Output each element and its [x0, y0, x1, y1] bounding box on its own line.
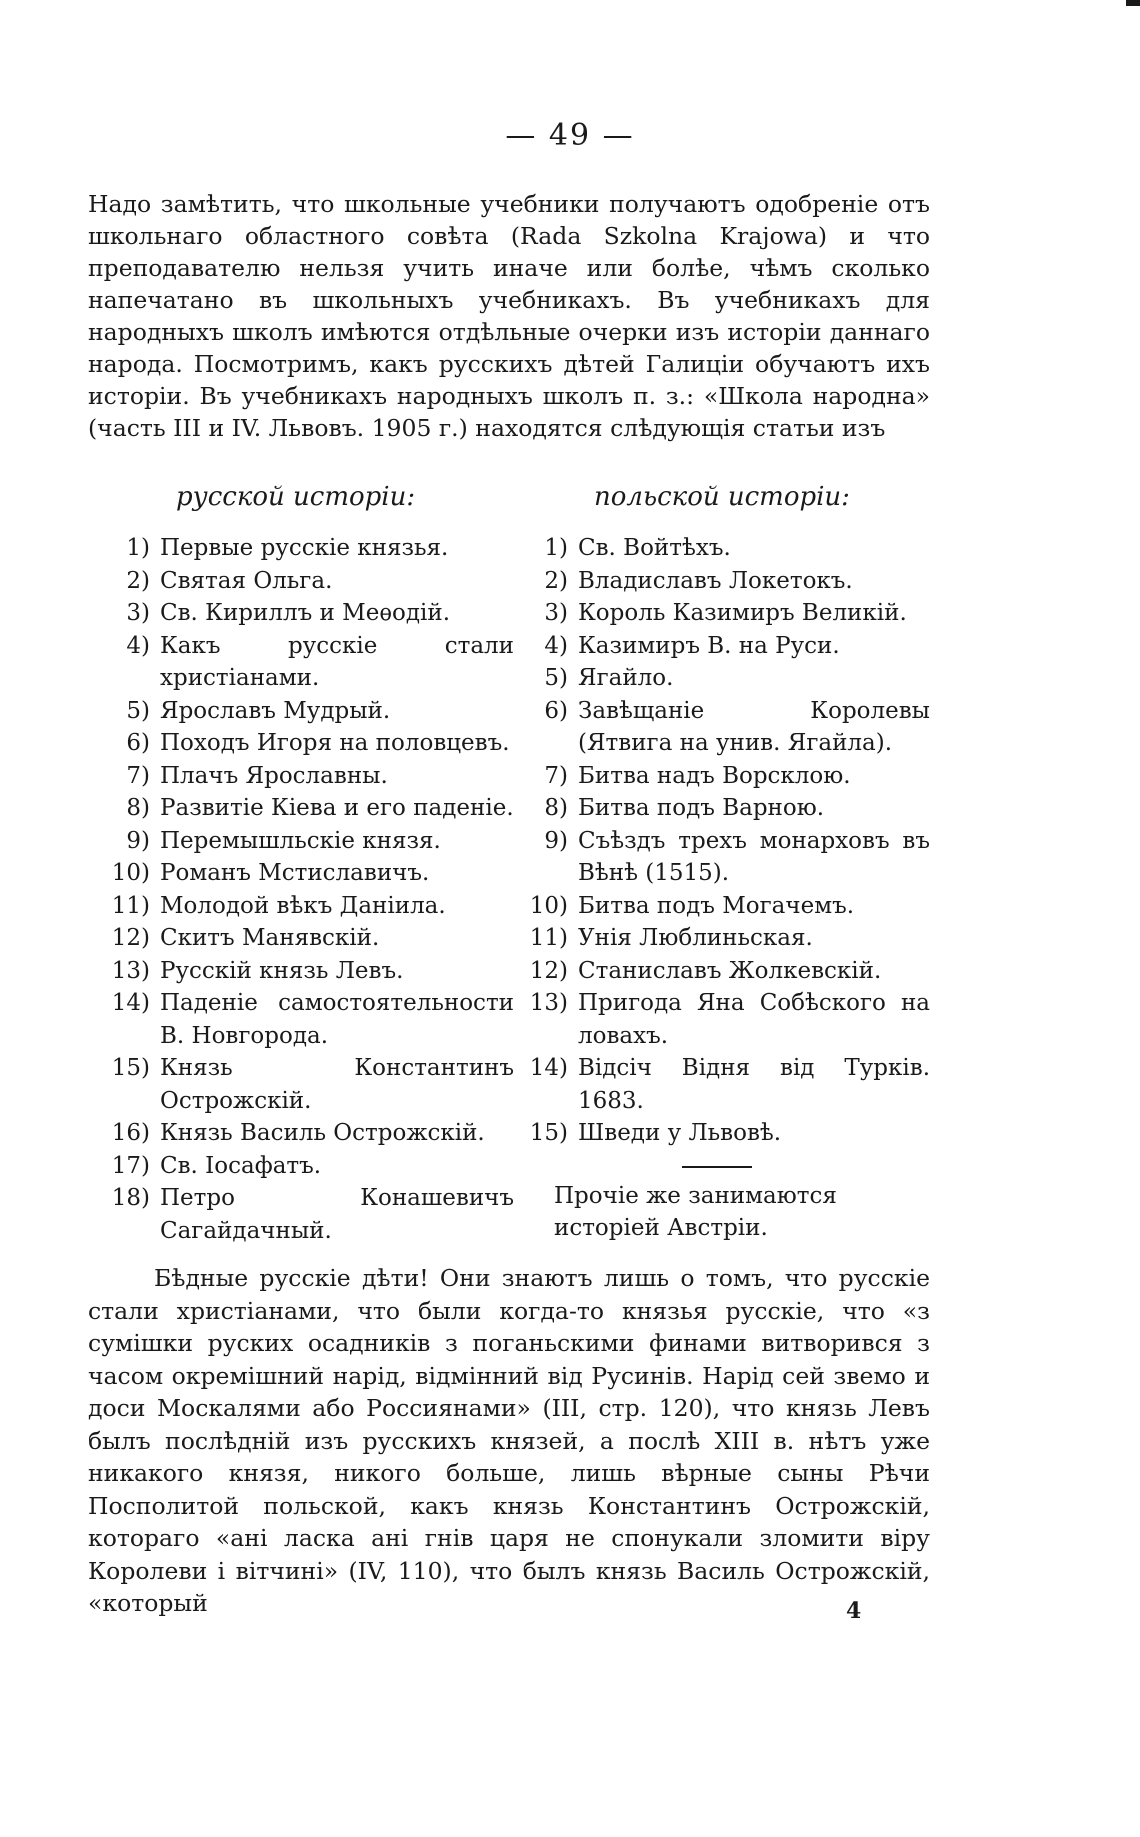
- list-item: [516, 1052, 930, 1117]
- item-number: 4): [544, 632, 568, 659]
- list-item: [516, 695, 930, 760]
- item-text: Плачъ Ярославны.: [160, 762, 388, 789]
- list-item: [516, 760, 930, 793]
- list-item: [88, 1117, 514, 1150]
- item-number: 9): [126, 827, 150, 854]
- body-paragraph: Бѣдные русскіе дѣти! Они знаютъ лишь о томъ, что русскіе стали христіанами, что были когда-то князья русскіе, что «з сумішки руских осадників з поганьскими финами витворився з часом окремішний нарід, відмінний від Русинів. Нарід сей звемо и доси Москалями або Россиянами» (III, стр. 120), что князь Левъ былъ послѣдній изъ русскихъ князей, а послѣ XIII в. нѣтъ уже никакого князя, никого больше, лишь вѣрные сыны Рѣчи Посполитой польской, какъ князь Константинъ Острожскій, котораго «ані ласка ані гнів царя не спонукали зломити віру Королеви і вітчині» (IV, 110), что былъ князь Василь Острожскій, «который: [88, 1264, 930, 1617]
- item-number: 3): [126, 600, 150, 626]
- item-number: 15): [111, 1055, 150, 1081]
- item-text: Битва подъ Варною.: [578, 795, 825, 821]
- item-text: Св. Кириллъ и Меѳодій.: [160, 600, 451, 626]
- item-number: 8): [126, 795, 150, 821]
- item-number: 1): [544, 535, 568, 561]
- item-number: 4): [126, 632, 150, 659]
- item-number: 12): [111, 925, 150, 951]
- item-number: 8): [544, 795, 568, 821]
- item-text: Пригода Яна Собѣского на ловахъ.: [578, 990, 930, 1049]
- item-text: Какъ русскіе стали христіанами.: [160, 632, 514, 691]
- item-number: 13): [529, 990, 568, 1016]
- item-text: Князь Константинъ Острожскій.: [160, 1055, 514, 1114]
- list-item: [88, 1150, 514, 1183]
- item-text: Владиславъ Локетокъ.: [578, 567, 853, 594]
- item-number: 10): [111, 860, 150, 886]
- page-number: — 49 —: [505, 118, 635, 153]
- list-item: [88, 792, 514, 825]
- intro-paragraph: Надо замѣтить, что школьные учебники получаютъ одобреніе отъ школьнаго областного совѣта (Rada Szkolna Krajowa) и что преподавателю нельзя учить иначе или болѣе, чѣмъ сколько напечатано въ школьныхъ учебникахъ. Въ учебникахъ для народныхъ школъ имѣются отдѣльные очерки изъ исторіи даннаго народа. Посмотримъ, какъ русскихъ дѣтей Галиціи обучаютъ ихъ исторіи. Въ учебникахъ народныхъ школъ п. з.: «Школа народна» (часть III и IV. Львовъ. 1905 г.) находятся слѣдующія статьи изъ: [88, 190, 930, 442]
- item-text: Король Казимиръ Великій.: [578, 600, 907, 626]
- item-number: 7): [126, 762, 150, 789]
- item-text: Битва надъ Ворсклою.: [578, 762, 851, 789]
- item-text: Унія Люблиньская.: [578, 925, 813, 951]
- list-item: [88, 825, 514, 858]
- item-number: 3): [544, 600, 568, 626]
- list-item: [88, 987, 514, 1052]
- list-item: [88, 890, 514, 923]
- list-item: [88, 695, 514, 728]
- item-text: Романъ Мстиславичъ.: [160, 860, 430, 886]
- corner-mark: [1126, 0, 1140, 6]
- list-item: [88, 1052, 514, 1117]
- left-column-heading: русской исторіи:: [176, 482, 416, 512]
- list-item: [516, 955, 930, 988]
- list-item: [516, 532, 930, 565]
- item-number: 17): [111, 1152, 150, 1179]
- item-text: Молодой вѣкъ Даніила.: [160, 892, 446, 919]
- list-item: [88, 532, 514, 565]
- austria-note: Прочіе же занимаются исторіей Австріи.: [554, 1183, 837, 1241]
- signature-mark: 4: [846, 1598, 862, 1624]
- item-number: 10): [529, 892, 568, 919]
- list-item: [88, 1182, 514, 1247]
- item-text: Казимиръ В. на Руси.: [578, 632, 840, 659]
- item-text: Скитъ Манявскій.: [160, 925, 380, 951]
- list-item: [88, 597, 514, 630]
- list-item: [88, 922, 514, 955]
- item-text: Ягайло.: [578, 665, 674, 691]
- item-text: Съѣздъ трехъ монарховъ въ Вѣнѣ (1515).: [578, 827, 930, 886]
- item-text: Русскій князь Левъ.: [160, 957, 404, 984]
- list-item: [516, 597, 930, 630]
- item-text: Завѣщаніе Королевы (Ятвига на унив. Ягайла).: [578, 697, 930, 756]
- list-item: [88, 955, 514, 988]
- list-item: [88, 727, 514, 760]
- item-number: 15): [529, 1120, 568, 1146]
- item-number: 14): [529, 1055, 568, 1081]
- list-item: [88, 760, 514, 793]
- item-text: Св. Іосафатъ.: [160, 1152, 322, 1179]
- item-number: 11): [111, 892, 150, 919]
- list-item: [516, 1117, 930, 1150]
- item-number: 5): [544, 665, 568, 691]
- item-text: Петро Конашевичъ Сагайдачный.: [160, 1185, 514, 1244]
- list-item: [516, 890, 930, 923]
- list-item: [516, 565, 930, 598]
- list-item: [516, 987, 930, 1052]
- item-text: Відсіч Відня від Турків. 1683.: [578, 1055, 930, 1114]
- list-item: [516, 922, 930, 955]
- item-number: 16): [111, 1120, 150, 1146]
- item-number: 7): [544, 762, 568, 789]
- right-column-heading: польской исторіи:: [594, 482, 850, 512]
- item-text: Князь Василь Острожскій.: [160, 1120, 485, 1146]
- list-item: [88, 565, 514, 598]
- item-number: 18): [111, 1185, 150, 1211]
- item-number: 2): [126, 567, 150, 594]
- item-text: Св. Войтѣхъ.: [578, 535, 731, 561]
- list-item: [88, 857, 514, 890]
- item-number: 6): [126, 730, 150, 756]
- item-number: 5): [126, 697, 150, 724]
- item-number: 11): [529, 925, 568, 951]
- item-text: Станиславъ Жолкевскій.: [578, 957, 882, 984]
- polish-history-list: [516, 532, 930, 1150]
- list-item: [516, 825, 930, 890]
- item-number: 2): [544, 567, 568, 594]
- item-text: Паденіе самостоятельности В. Новгорода.: [160, 990, 514, 1049]
- item-number: 12): [529, 957, 568, 984]
- item-number: 13): [111, 957, 150, 984]
- item-text: Святая Ольга.: [160, 567, 333, 594]
- item-text: Походъ Игоря на половцевъ.: [160, 730, 510, 756]
- list-item: [516, 792, 930, 825]
- item-text: Шведи у Львовѣ.: [578, 1120, 782, 1146]
- separator-dash: [682, 1166, 752, 1168]
- item-text: Ярославъ Мудрый.: [160, 697, 391, 724]
- item-number: 6): [544, 697, 568, 724]
- item-text: Развитіе Кіева и его паденіе.: [160, 795, 514, 821]
- list-item: [516, 662, 930, 695]
- item-number: 9): [544, 827, 568, 854]
- item-number: 14): [111, 990, 150, 1016]
- item-number: 1): [126, 535, 150, 561]
- item-text: Битва подъ Могачемъ.: [578, 892, 855, 919]
- russian-history-list: [88, 532, 514, 1247]
- item-text: Перемышльскіе князя.: [160, 827, 441, 854]
- item-text: Первые русскіе князья.: [160, 535, 449, 561]
- list-item: [516, 630, 930, 663]
- list-item: [88, 630, 514, 695]
